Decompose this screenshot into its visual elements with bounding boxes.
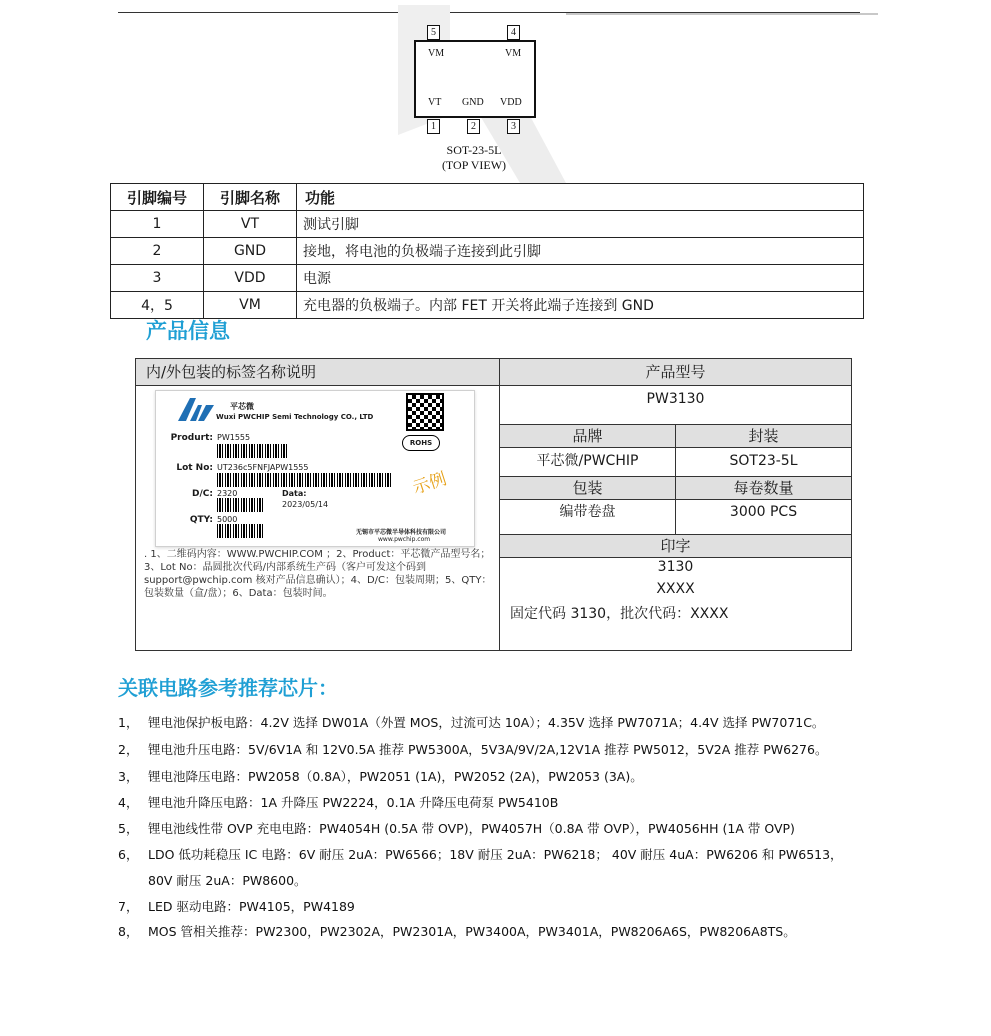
model-header: 产品型号 <box>500 359 851 386</box>
pin-name: VDD <box>204 265 297 292</box>
lot-barcode <box>217 473 391 487</box>
pin-label-vm-right: VM <box>505 48 522 59</box>
list-item: 8， MOS 管相关推荐：PW2300，PW2302A，PW2301A，PW3400A，PW3401A，PW8206A6S，PW8206A8TS。 <box>118 924 796 939</box>
label-dc-value: 2320 <box>217 489 238 498</box>
label-title: 内/外包装的标签名称说明 <box>146 363 317 381</box>
pin-label-vm-left: VM <box>428 48 445 59</box>
marking-line-1: 3130 <box>657 559 694 575</box>
qty-barcode <box>217 524 263 538</box>
pin-function: 充电器的负极端子。内部 FET 开关将此端子连接到 GND <box>297 292 864 319</box>
table-row <box>111 211 864 238</box>
pin-label-gnd: GND <box>462 97 484 108</box>
header-pin-number: 引脚编号 <box>111 184 204 211</box>
label-qty-value: 5000 <box>217 515 238 524</box>
pin-name: GND <box>204 238 297 265</box>
list-item: 5， 锂电池线性带 OVP 充电电路：PW4054H (0.5A 带 OVP)，PW4057H（0.8A 带 OVP），PW4056HH (1A 带 OVP) <box>118 821 795 836</box>
pin-2-box: 2 <box>467 119 480 134</box>
table-row <box>111 265 864 292</box>
packing-value: 编带卷盘 <box>500 500 676 535</box>
product-spec-panel <box>500 359 851 650</box>
list-item: 1， 锂电池保护板电路：4.2V 选择 DW01A（外置 MOS，过流可达 10A）；4.35V 选择 PW7071A；4.4V 选择 PW7071C。 <box>118 715 825 730</box>
label-product-key: Produrt: <box>170 433 213 443</box>
label-notes: . 1、二维码内容：WWW.PWCHIP.COM ；2、Product：平芯微产品型号名；3、Lot No：晶圆批次代码/内部系统生产码（客户可发这个码到support@pwchip.com 核对产品信息确认）；4、D/C：包装周期；5、QTY：包装数量（盒/盘）；6、Data：包装时间。 <box>144 549 492 599</box>
rohs-badge: ROHS <box>402 435 440 451</box>
label-lot-value: UT236c5FNFJAPW1555 <box>217 463 309 472</box>
list-item: 4， 锂电池升降压电路：1A 升降压 PW2224，0.1A 升降压电荷泵 PW5410B <box>118 795 559 810</box>
label-qty-key: QTY: <box>189 515 213 525</box>
label-company: Wuxi PWCHIP Semi Technology CO., LTD <box>216 413 374 421</box>
qty-header: 每卷数量 <box>676 477 851 500</box>
pin-function: 测试引脚 <box>297 211 864 238</box>
packing-header: 包装 <box>500 477 676 500</box>
header-function: 功能 <box>297 184 864 211</box>
product-barcode <box>217 444 289 458</box>
label-lot-key: Lot No: <box>176 463 213 473</box>
pin-3-box: 3 <box>507 119 520 134</box>
brand-value: 平芯微/PWCHIP <box>500 448 676 477</box>
list-item: 80V 耐压 2uA：PW8600。 <box>148 873 307 888</box>
list-item: 2， 锂电池升压电路：5V/6V1A 和 12V0.5A 推荐 PW5300A，5V3A/9V/2A,12V1A 推荐 PW5012，5V2A 推荐 PW6276。 <box>118 742 828 757</box>
pin-number: 3 <box>111 265 204 292</box>
pin-1-box: 1 <box>427 119 440 134</box>
header-pin-name: 引脚名称 <box>204 184 297 211</box>
sample-label-card <box>155 390 475 547</box>
brand-header: 品牌 <box>500 425 676 448</box>
list-item: 3， 锂电池降压电路：PW2058（0.8A），PW2051 (1A)，PW2052 (2A)，PW2053 (3A)。 <box>118 769 643 784</box>
pin-function: 电源 <box>297 265 864 292</box>
package-caption-view: (TOP VIEW) <box>441 158 507 172</box>
pin-label-vt: VT <box>428 97 442 108</box>
product-info-table <box>135 358 852 651</box>
qr-code-icon <box>406 393 444 431</box>
label-data-value: 2023/05/14 <box>282 500 329 509</box>
pin-name: VM <box>204 292 297 319</box>
pin-name: VT <box>204 211 297 238</box>
pin-function: 接地，将电池的负极端子连接到此引脚 <box>297 238 864 265</box>
label-product-value: PW1555 <box>217 433 251 442</box>
qty-value: 3000 PCS <box>676 500 851 535</box>
pin-number: 2 <box>111 238 204 265</box>
list-item: 6， LDO 低功耗稳压 IC 电路：6V 耐压 2uA：PW6566；18V 耐压 2uA：PW6218； 40V 耐压 4uA：PW6206 和 PW6513， <box>118 847 843 862</box>
pin-table <box>110 183 864 319</box>
pin-table-header <box>111 184 864 211</box>
package-caption: SOT-23-5L <box>446 143 502 157</box>
pin-4-box: 4 <box>507 25 520 40</box>
dc-barcode <box>217 498 263 512</box>
label-description-panel <box>136 359 500 650</box>
sample-stamp: 示例 <box>410 469 450 499</box>
label-dc-key: D/C: <box>192 489 213 499</box>
pwchip-logo-icon <box>176 395 216 423</box>
related-heading: 关联电路参考推荐芯片： <box>118 676 338 700</box>
marking-header: 印字 <box>500 535 851 558</box>
pin-number: 1 <box>111 211 204 238</box>
model-value: PW3130 <box>500 386 851 425</box>
pin-label-vdd: VDD <box>500 97 522 108</box>
label-footer-company: 无锡市平芯微半导体科技有限公司 <box>356 529 447 536</box>
header-rule-gray <box>566 13 878 15</box>
product-heading: 产品信息 <box>146 319 230 343</box>
package-header: 封装 <box>676 425 851 448</box>
label-footer-url: www.pwchip.com <box>378 536 431 543</box>
pin-number: 4，5 <box>111 292 204 319</box>
label-brand-cn: 平芯微 <box>230 402 254 411</box>
label-data-key: Data: <box>282 489 307 498</box>
marking-line-3: 固定代码 3130，批次代码：XXXX <box>510 606 729 622</box>
pin-5-box: 5 <box>427 25 440 40</box>
list-item: 7， LED 驱动电路：PW4105，PW4189 <box>118 899 355 914</box>
marking-line-2: XXXX <box>656 581 695 597</box>
table-row <box>111 238 864 265</box>
package-value: SOT23-5L <box>676 448 851 477</box>
